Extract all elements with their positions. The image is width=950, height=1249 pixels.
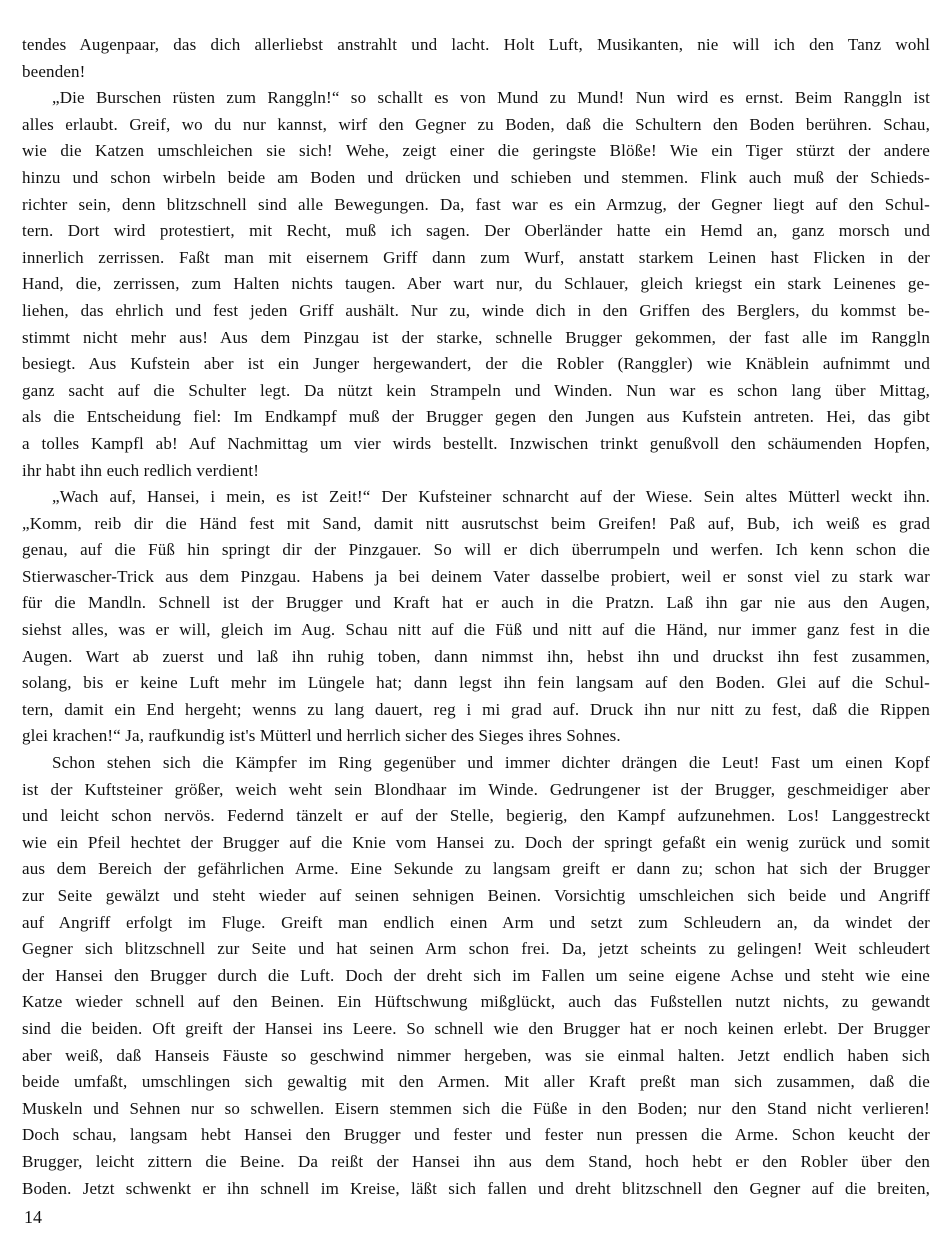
text-line: Gegner sich blitzschnell zur Seite und hat seinen Arm schon frei. Da, jetzt scheints zu gelingen! Weit schleudert	[22, 939, 930, 959]
text-line: innerlich zerrissen. Faßt man mit eisernem Griff dann zum Wurf, anstatt starkem Leinen hast Flicken in der	[22, 247, 930, 267]
text-line: alles erlaubt. Greif, wo du nur kannst, wirf den Gegner zu Boden, daß die Schultern den Boden berühren. Schau,	[22, 114, 930, 134]
text-line: Stierwascher-Trick aus dem Pinzgau. Habens ja bei deinem Vater dasselbe probiert, weil er sonst viel zu stark war	[22, 566, 930, 586]
text-line: „Die Burschen rüsten zum Ranggln!“ so schallt es von Mund zu Mund! Nun wird es ernst. Beim Ranggln ist	[52, 88, 930, 108]
text-line: sind die beiden. Oft greift der Hansei ins Leere. So schnell wie den Brugger hat er noch keinen erlebt. Der Brugger	[22, 1018, 930, 1038]
text-line: wie die Katzen umschleichen sie sich! Wehe, zeigt einer die geringste Blöße! Wie ein Tiger stürzt der andere	[22, 141, 930, 161]
text-line: solang, bis er keine Luft mehr im Lüngele hat; dann legst ihn fein langsam auf den Boden. Glei auf die Schul-	[22, 673, 930, 693]
text-line: ganz sacht auf die Schulter legt. Da nützt kein Strampeln und Winden. Nun war es schon lang über Mittag,	[22, 380, 930, 400]
text-line: siehst alles, was er will, gleich im Aug. Schau nitt auf die Füß und nitt auf die Händ, nur immer ganz fest in die	[22, 620, 930, 640]
text-line: ist der Kuftsteiner größer, weich weht sein Blondhaar im Winde. Gedrungener ist der Brugger, geschmeidiger aber	[22, 779, 930, 799]
text-line: Doch schau, langsam hebt Hansei den Brugger und fester und fester nun pressen die Arme. Schon keucht der	[22, 1125, 930, 1145]
text-line: tern, damit ein End hergeht; wenns zu lang dauert, reg i mi grad auf. Druck ihn nur nitt zu fest, daß die Rippen	[22, 699, 930, 719]
text-line: richter sein, denn blitzschnell sind alle Bewegungen. Da, fast war es ein Armzug, der Gegner liegt auf den Schul-	[22, 194, 930, 214]
text-line: a tolles Kampfl ab! Auf Nachmittag um vier wirds bestellt. Inzwischen trinkt genußvoll den schäumenden Hopfen,	[22, 433, 930, 453]
text-line: wie ein Pfeil hechtet der Brugger auf die Knie vom Hansei zu. Doch der springt gefaßt ein wenig zurück und somit	[22, 832, 930, 852]
text-page	[22, 32, 930, 1202]
text-line: Katze wieder schnell auf den Beinen. Ein Hüftschwung mißglückt, auch das Fußstellen nutzt nichts, zu gewandt	[22, 992, 930, 1012]
text-line: auf Angriff erfolgt im Fluge. Greift man endlich einen Arm und setzt zum Schleudern an, da windet der	[22, 912, 930, 932]
text-line: stimmt nicht mehr aus! Aus dem Pinzgau ist der starke, schnelle Brugger gekommen, der fast alle im Ranggln	[22, 327, 930, 347]
text-line: hinzu und schon wirbeln beide am Boden und drücken und schieben und stemmen. Flink auch muß der Schieds-	[22, 167, 930, 187]
text-line: ihr habt ihn euch redlich verdient!	[22, 460, 260, 480]
text-line: tern. Dort wird protestiert, mit Recht, muß ich sagen. Der Oberländer hatte ein Hemd an, ganz morsch und	[22, 221, 930, 241]
text-line: aus dem Bereich der gefährlichen Arme. Eine Sekunde zu langsam greift er dann zu; schon hat sich der Brugger	[22, 859, 930, 879]
text-line: Boden. Jetzt schwenkt er ihn schnell im Kreise, läßt sich fallen und dreht blitzschnell den Gegner auf die breiten,	[22, 1178, 930, 1198]
text-line: als die Entscheidung fiel: Im Endkampf muß der Brugger gegen den Jungen aus Kufstein antreten. Hei, das gibt	[22, 407, 930, 427]
text-line: tendes Augenpaar, das dich allerliebst anstrahlt und lacht. Holt Luft, Musikanten, nie will ich den Tanz wohl	[22, 35, 930, 54]
text-line: Schon stehen sich die Kämpfer im Ring gegenüber und immer dichter drängen die Leut! Fast um einen Kopf	[52, 753, 930, 773]
text-line: beide umfaßt, umschlingen sich gewaltig mit den Armen. Mit aller Kraft preßt man sich zusammen, daß die	[22, 1072, 930, 1092]
text-line: „Komm, reib dir die Händ fest mit Sand, damit nitt ausrutschst beim Greifen! Paß auf, Bub, ich weiß es grad	[22, 513, 930, 533]
text-line: genau, auf die Füß hin springt dir der Pinzgauer. So will er dich überrumpeln und werfen. Ich kenn schon die	[22, 540, 930, 560]
text-line: liehen, das ehrlich und fest jeden Griff aushält. Nur zu, winde dich in den Griffen des Berglers, du kommst be-	[22, 300, 930, 320]
text-line: der Hansei den Brugger durch die Luft. Doch der dreht sich im Fallen um seine eigene Achse und steht wie eine	[22, 965, 930, 985]
text-line: zur Seite gewälzt und steht wieder auf seinen sehnigen Beinen. Vorsichtig umschleichen sich beide und Angriff	[22, 886, 930, 905]
text-line: Muskeln und Sehnen nur so schwellen. Eisern stemmen sich die Füße in den Boden; nur den Stand nicht verlieren!	[22, 1098, 930, 1118]
text-line: „Wach auf, Hansei, i mein, es ist Zeit!“ Der Kufsteiner schnarcht auf der Wiese. Sein altes Mütterl weckt ihn.	[52, 487, 930, 507]
text-line: Augen. Wart ab zuerst und laß ihn ruhig toben, dann nimmst ihn, hebst ihn und druckst ihn fest zusammen,	[22, 646, 930, 666]
text-line: beenden!	[22, 61, 86, 81]
text-line: besiegt. Aus Kufstein aber ist ein Junger hergewandert, der die Robler (Ranggler) wie Knäblein aufnimmt und	[22, 354, 930, 374]
text-line: für die Mandln. Schnell ist der Brugger und Kraft hat er auch in die Pratzn. Laß ihn gar nie aus den Augen,	[22, 593, 930, 613]
text-line: Hand, die, zerrissen, zum Halten nichts taugen. Aber wart nur, du Schlauer, gleich kriegst ein stark Leinenes ge-	[22, 274, 930, 294]
text-line: aber weiß, daß Hanseis Fäuste so geschwind nimmer hergeben, was sie einmal halten. Jetzt endlich haben sich	[22, 1045, 930, 1065]
page-number: 14	[24, 1207, 42, 1227]
text-line: Brugger, leicht zittern die Beine. Da reißt der Hansei ihn aus dem Stand, hoch hebt er den Robler über den	[22, 1151, 930, 1171]
text-line: glei krachen!“ Ja, raufkundig ist's Mütterl und herrlich sicher des Sieges ihres Sohnes.	[22, 726, 621, 746]
text-line: und leicht schon nervös. Federnd tänzelt er auf der Stelle, begierig, den Kampf aufzunehmen. Los! Langgestreckt	[22, 806, 930, 826]
